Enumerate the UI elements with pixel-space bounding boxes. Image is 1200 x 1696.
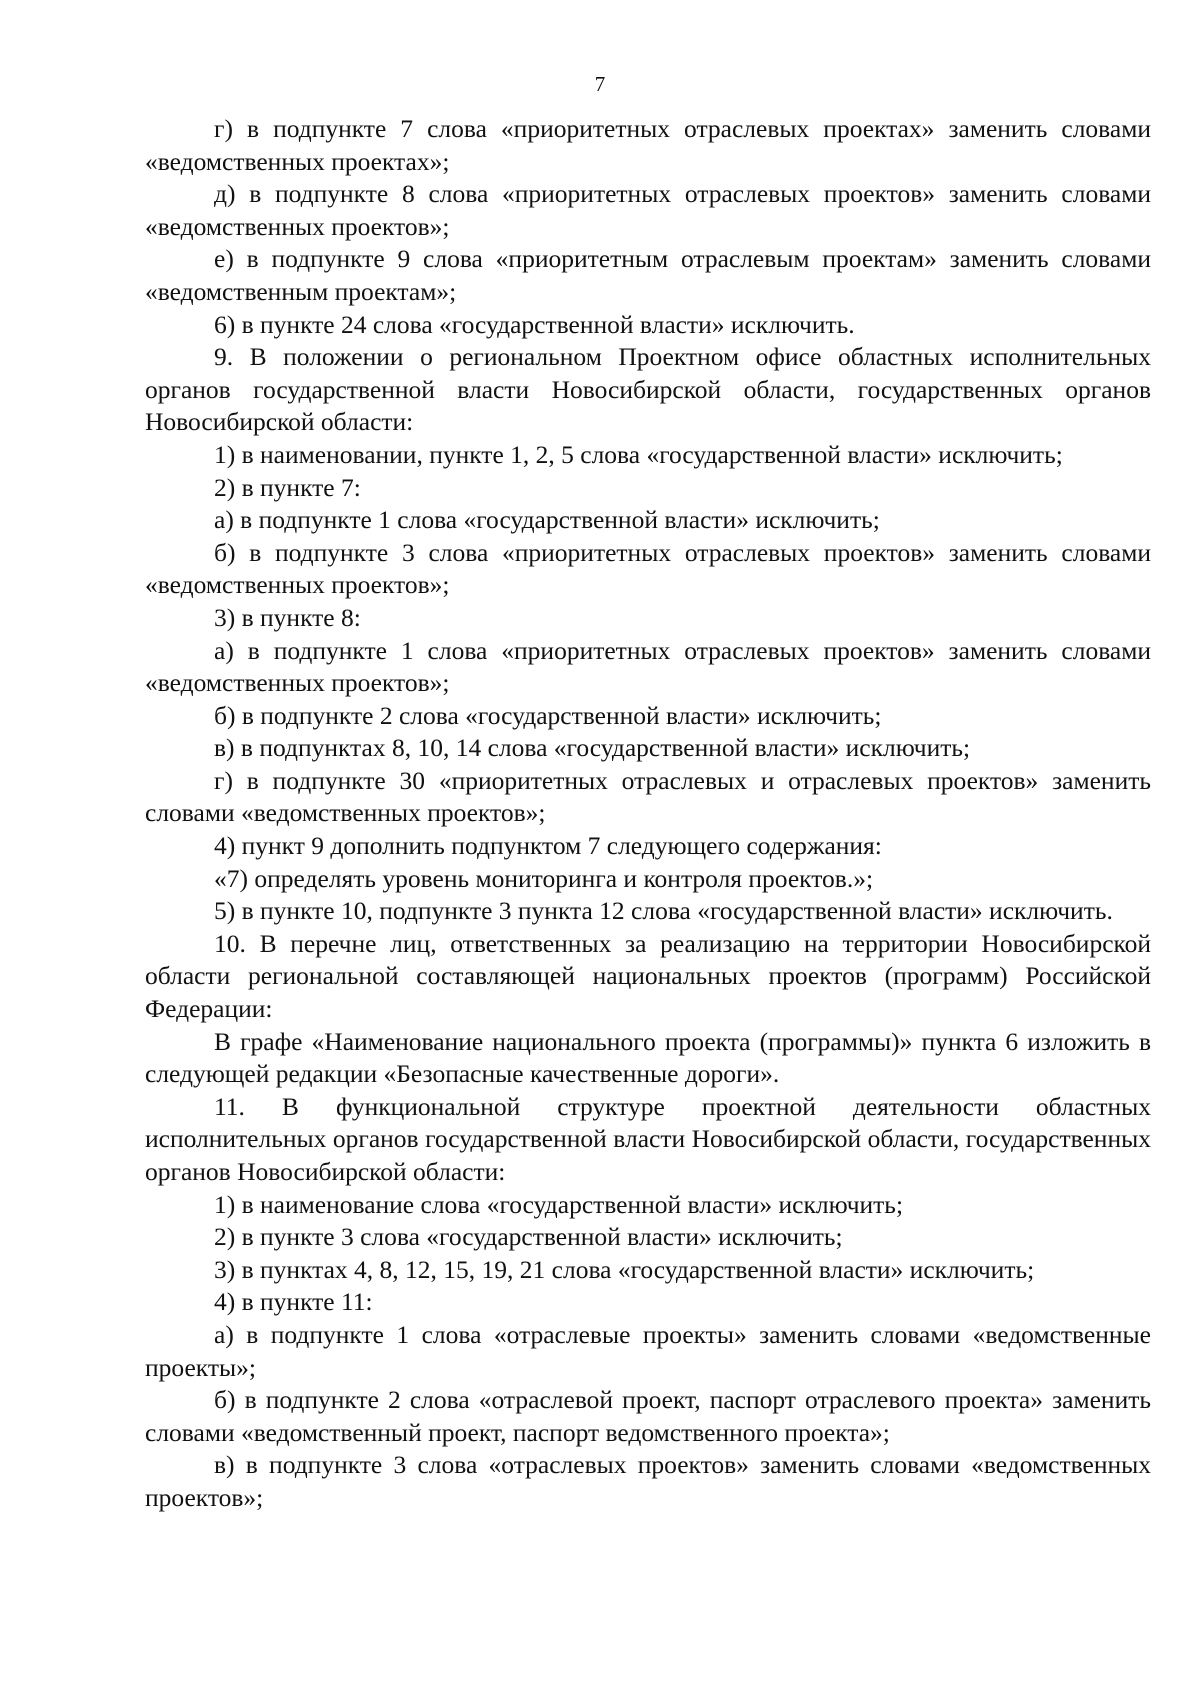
paragraph: 3) в пунктах 4, 8, 12, 15, 19, 21 слова «государственной власти» исключить;: [214, 1254, 1035, 1284]
paragraph: 10. В перечне лиц, ответственных за реализацию на территории Новосибирской области региональной составляющей национальных проектов (программ) Российской Федерации:: [145, 928, 1151, 1024]
paragraph: в) в подпункте 3 слова «отраслевых проектов» заменить словами «ведомственных проектов»;: [145, 1450, 1151, 1512]
paragraph: «7) определять уровень мониторинга и контроля проектов.»;: [214, 863, 874, 893]
page-number: 7: [594, 72, 606, 96]
paragraph: д) в подпункте 8 слова «приоритетных отраслевых проектов» заменить словами «ведомственных проектов»;: [145, 179, 1151, 241]
paragraph: 9. В положении о региональном Проектном офисе областных исполнительных органов государственной власти Новосибирской области, государственных органов Новосибирской области:: [145, 342, 1151, 437]
paragraph: 4) в пункте 11:: [214, 1287, 373, 1317]
paragraph: В графе «Наименование национального проекта (программы)» пункта 6 изложить в следующей редакции «Безопасные качественные дороги».: [145, 1026, 1151, 1089]
paragraph: 5) в пункте 10, подпункте 3 пункта 12 слова «государственной власти» исключить.: [214, 896, 1113, 926]
paragraph: г) в подпункте 30 «приоритетных отраслевых и отраслевых проектов» заменить словами «ведомственных проектов»;: [145, 765, 1151, 828]
paragraph: б) в подпункте 3 слова «приоритетных отраслевых проектов» заменить словами «ведомственных проектов»;: [145, 537, 1151, 600]
paragraph: 6) в пункте 24 слова «государственной власти» исключить.: [214, 309, 855, 339]
paragraph: 11. В функциональной структуре проектной деятельности областных исполнительных органов государственной власти Новосибирской области, государственных органов Новосибирской области:: [145, 1091, 1151, 1186]
document-body: [145, 113, 1151, 1515]
paragraph: а) в подпункте 1 слова «отраслевые проекты» заменить словами «ведомственные проекты»;: [145, 1319, 1151, 1382]
paragraph: в) в подпунктах 8, 10, 14 слова «государственной власти» исключить;: [214, 733, 971, 763]
paragraph: 1) в наименование слова «государственной власти» исключить;: [214, 1189, 904, 1219]
paragraph: а) в подпункте 1 слова «государственной власти» исключить;: [214, 505, 880, 535]
paragraph: 1) в наименовании, пункте 1, 2, 5 слова «государственной власти» исключить;: [214, 439, 1063, 469]
paragraph: е) в подпункте 9 слова «приоритетным отраслевым проектам» заменить словами «ведомственным проектам»;: [145, 244, 1151, 306]
paragraph: б) в подпункте 2 слова «государственной власти» исключить;: [214, 700, 882, 730]
paragraph: 2) в пункте 7:: [214, 472, 361, 502]
paragraph: 4) пункт 9 дополнить подпунктом 7 следующего содержания:: [214, 831, 882, 861]
paragraph: а) в подпункте 1 слова «приоритетных отраслевых проектов» заменить словами «ведомственных проектов»;: [145, 635, 1151, 698]
paragraph: г) в подпункте 7 слова «приоритетных отраслевых проектах» заменить словами «ведомственных проектах»;: [145, 114, 1151, 176]
paragraph: б) в подпункте 2 слова «отраслевой проект, паспорт отраслевого проекта» заменить словами «ведомственный проект, паспорт ведомственного проекта»;: [145, 1385, 1151, 1447]
paragraph: 3) в пункте 8:: [214, 602, 361, 632]
paragraph: 2) в пункте 3 слова «государственной власти» исключить;: [214, 1222, 843, 1252]
